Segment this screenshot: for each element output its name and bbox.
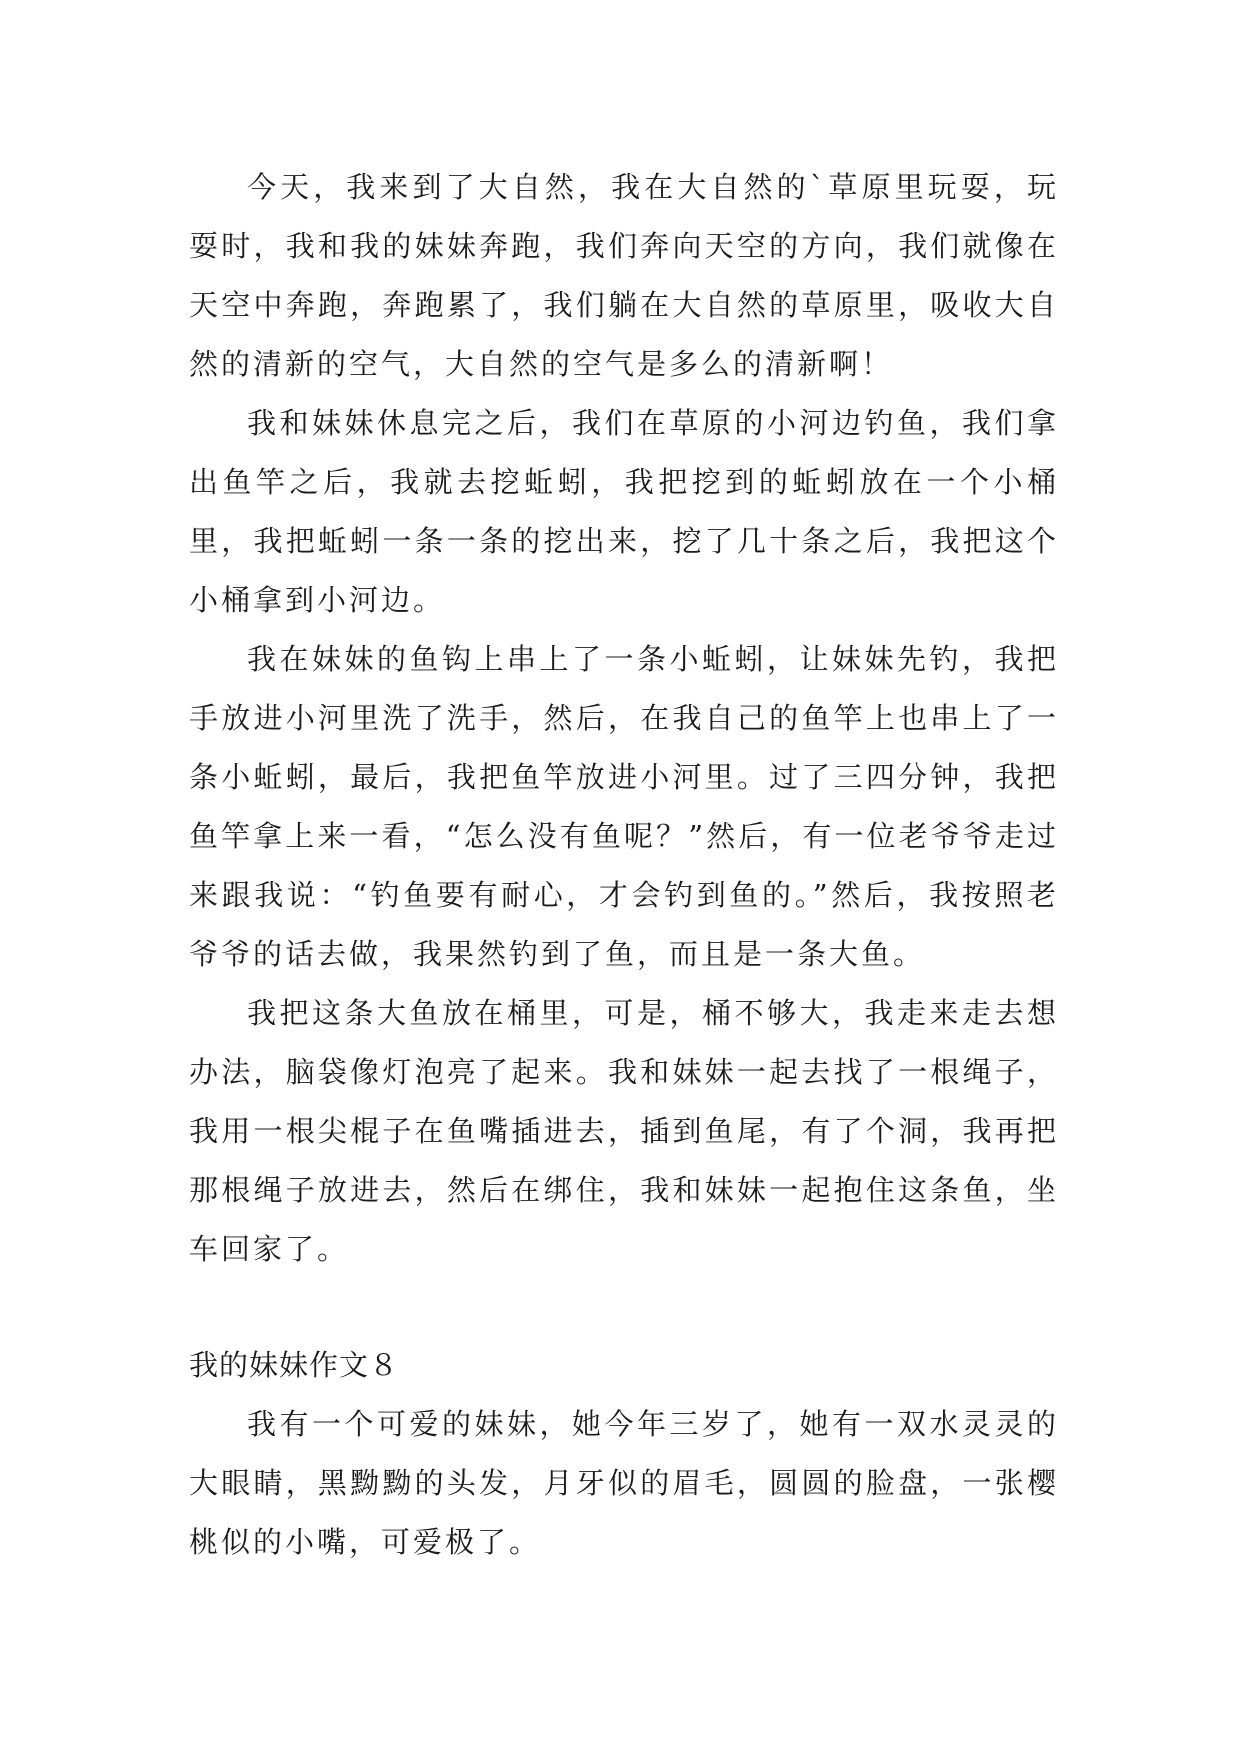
section-title: 我的妹妹作文８ [189,1348,400,1382]
paragraph-grassland: 今天，我来到了大自然，我在大自然的`草原里玩耍，玩耍时，我和我的妹妹奔跑，我们奔向天空的方向，我们就像在天空中奔跑，奔跑累了，我们躺在大自然的草原里，吸收大自然的清新的空气，大自然的空气是多么的清新啊！ [189,170,1059,381]
document-body [189,158,1059,1572]
paragraph-little-sister: 我有一个可爱的妹妹，她今年三岁了，她有一双水灵灵的大眼睛，黑黝黝的头发，月牙似的眉毛，圆圆的脸盘，一张樱桃似的小嘴，可爱极了。 [189,1407,1059,1559]
paragraph-big-fish: 我把这条大鱼放在桶里，可是，桶不够大，我走来走去想办法，脑袋像灯泡亮了起来。我和妹妹一起去找了一根绳子，我用一根尖棍子在鱼嘴插进去，插到鱼尾，有了个洞，我再把那根绳子放进去，然后在绑住，我和妹妹一起抱住这条鱼，坐车回家了。 [189,996,1059,1266]
paragraph-fishing: 我在妹妹的鱼钩上串上了一条小蚯蚓，让妹妹先钓，我把手放进小河里洗了洗手，然后，在我自己的鱼竿上也串上了一条小蚯蚓，最后，我把鱼竿放进小河里。过了三四分钟，我把鱼竿拿上来一看，“怎么没有鱼呢？”然后，有一位老爷爷走过来跟我说：“钓鱼要有耐心，才会钓到鱼的。”然后，我按照老爷爷的话去做，我果然钓到了鱼，而且是一条大鱼。 [189,642,1059,971]
paragraph-digging-worms: 我和妹妹休息完之后，我们在草原的小河边钓鱼，我们拿出鱼竿之后，我就去挖蚯蚓，我把挖到的蚯蚓放在一个小桶里，我把蚯蚓一条一条的挖出来，挖了几十条之后，我把这个小桶拿到小河边。 [189,406,1059,617]
